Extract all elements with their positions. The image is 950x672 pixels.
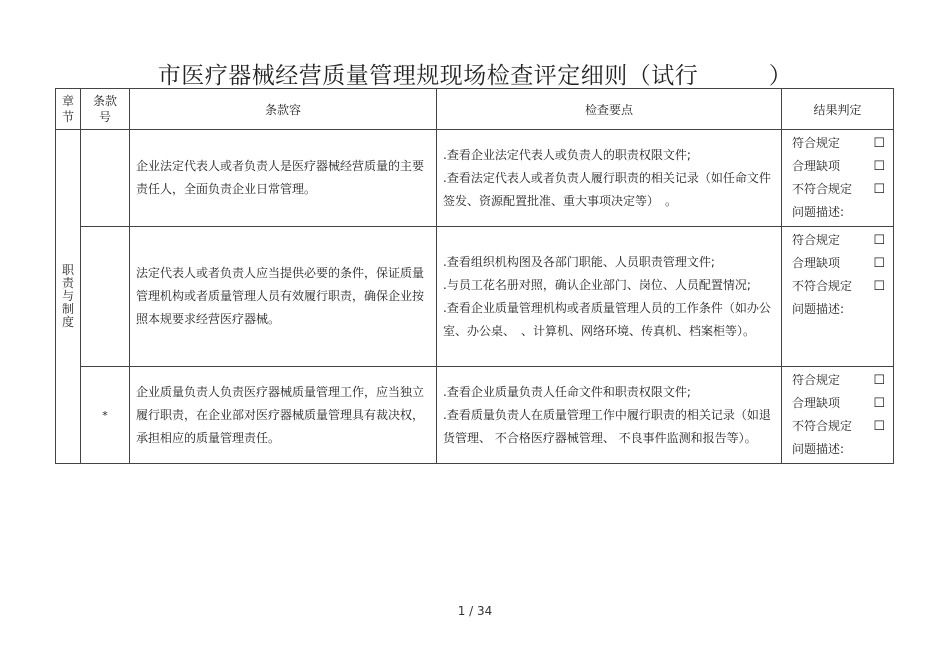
result-option-label: 符合规定 bbox=[792, 136, 841, 150]
checkbox-icon[interactable]: ☐ bbox=[873, 182, 885, 197]
problem-description-label: 问题描述: bbox=[792, 205, 845, 219]
check-item: .查看质量负责人在质量管理工作中履行职责的相关记录（如退货管理、 不合格医疗器械管理、 不良事件监测和报告等）。 bbox=[443, 407, 771, 445]
check-item: .查看企业质量管理机构或者质量管理人员的工作条件（如办公室、办公桌、 、计算机、网络环境、传真机、档案柜等）。 bbox=[443, 300, 771, 338]
header-check: 检查要点 bbox=[437, 89, 782, 130]
check-points bbox=[437, 130, 782, 227]
checkbox-icon[interactable]: ☐ bbox=[873, 419, 885, 434]
check-item: .查看企业质量负责人任命文件和职责权限文件; bbox=[443, 384, 691, 399]
check-item: .与员工花名册对照，确认企业部门、岗位、人员配置情况; bbox=[443, 277, 751, 292]
clause-text: 法定代表人或者负责人应当提供必要的条件，保证质量管理机构或者质量管理人员有效履行职责，确保企业按照本规要求经营医疗器械。 bbox=[130, 227, 437, 367]
checkbox-icon[interactable]: ☐ bbox=[873, 396, 885, 411]
header-result: 结果判定 bbox=[782, 89, 894, 130]
check-points bbox=[437, 367, 782, 464]
table-row bbox=[56, 367, 894, 464]
problem-description-label: 问题描述: bbox=[792, 302, 845, 316]
header-clause-no-line2: 号 bbox=[98, 110, 111, 124]
chapter-char: 制 bbox=[61, 302, 74, 316]
result-option-label: 符合规定 bbox=[792, 233, 841, 247]
checkbox-icon[interactable]: ☐ bbox=[873, 233, 885, 248]
clause-text: 企业质量负责人负责医疗器械质量管理工作，应当独立履行职责，在企业部对医疗器械质量管理具有裁决权，承担相应的质量管理责任。 bbox=[130, 367, 437, 464]
header-clause: 条款容 bbox=[130, 89, 437, 130]
result-option-label: 不符合规定 bbox=[792, 182, 853, 196]
check-item: .查看企业法定代表人或负责人的职责权限文件; bbox=[443, 147, 691, 162]
chapter-char: 度 bbox=[61, 315, 74, 329]
table-header-row bbox=[56, 89, 894, 130]
result-option-label: 合理缺项 bbox=[792, 396, 841, 410]
page-number: 1 / 34 bbox=[457, 604, 493, 618]
inspection-table bbox=[55, 88, 894, 464]
check-points bbox=[437, 227, 782, 367]
result-option-label: 不符合规定 bbox=[792, 279, 853, 293]
clause-number: * bbox=[81, 367, 130, 464]
table-row bbox=[56, 130, 894, 227]
check-item: .查看组织机构图及各部门职能、人员职责管理文件; bbox=[443, 254, 715, 269]
result-cell bbox=[782, 227, 894, 367]
chapter-char: 职 bbox=[61, 263, 74, 277]
problem-description-label: 问题描述: bbox=[792, 442, 845, 456]
result-option-label: 符合规定 bbox=[792, 373, 841, 387]
check-item: .查看法定代表人或者负责人履行职责的相关记录（如任命文件签发、资源配置批准、重大事项决定等） 。 bbox=[443, 170, 771, 208]
result-cell bbox=[782, 367, 894, 464]
header-chapter bbox=[56, 89, 81, 130]
result-option-label: 不符合规定 bbox=[792, 419, 853, 433]
chapter-char: 与 bbox=[61, 289, 74, 303]
result-option-label: 合理缺项 bbox=[792, 256, 841, 270]
checkbox-icon[interactable]: ☐ bbox=[873, 136, 885, 151]
clause-text: 企业法定代表人或者负责人是医疗器械经营质量的主要责任人，全面负责企业日常管理。 bbox=[130, 130, 437, 227]
header-chapter-line2: 节 bbox=[61, 110, 74, 124]
header-clause-no bbox=[81, 89, 130, 130]
clause-number bbox=[81, 227, 130, 367]
checkbox-icon[interactable]: ☐ bbox=[873, 159, 885, 174]
document-title: 市医疗器械经营质量管理规现场检查评定细则（试行 ） bbox=[157, 63, 793, 89]
result-option-label: 合理缺项 bbox=[792, 159, 841, 173]
table-row bbox=[56, 227, 894, 367]
clause-number bbox=[81, 130, 130, 227]
checkbox-icon[interactable]: ☐ bbox=[873, 256, 885, 271]
header-clause-no-line1: 条款 bbox=[92, 94, 117, 108]
checkbox-icon[interactable]: ☐ bbox=[873, 373, 885, 388]
header-chapter-line1: 章 bbox=[61, 94, 74, 108]
result-cell bbox=[782, 130, 894, 227]
chapter-cell bbox=[56, 130, 81, 464]
chapter-char: 责 bbox=[61, 276, 74, 290]
checkbox-icon[interactable]: ☐ bbox=[873, 279, 885, 294]
